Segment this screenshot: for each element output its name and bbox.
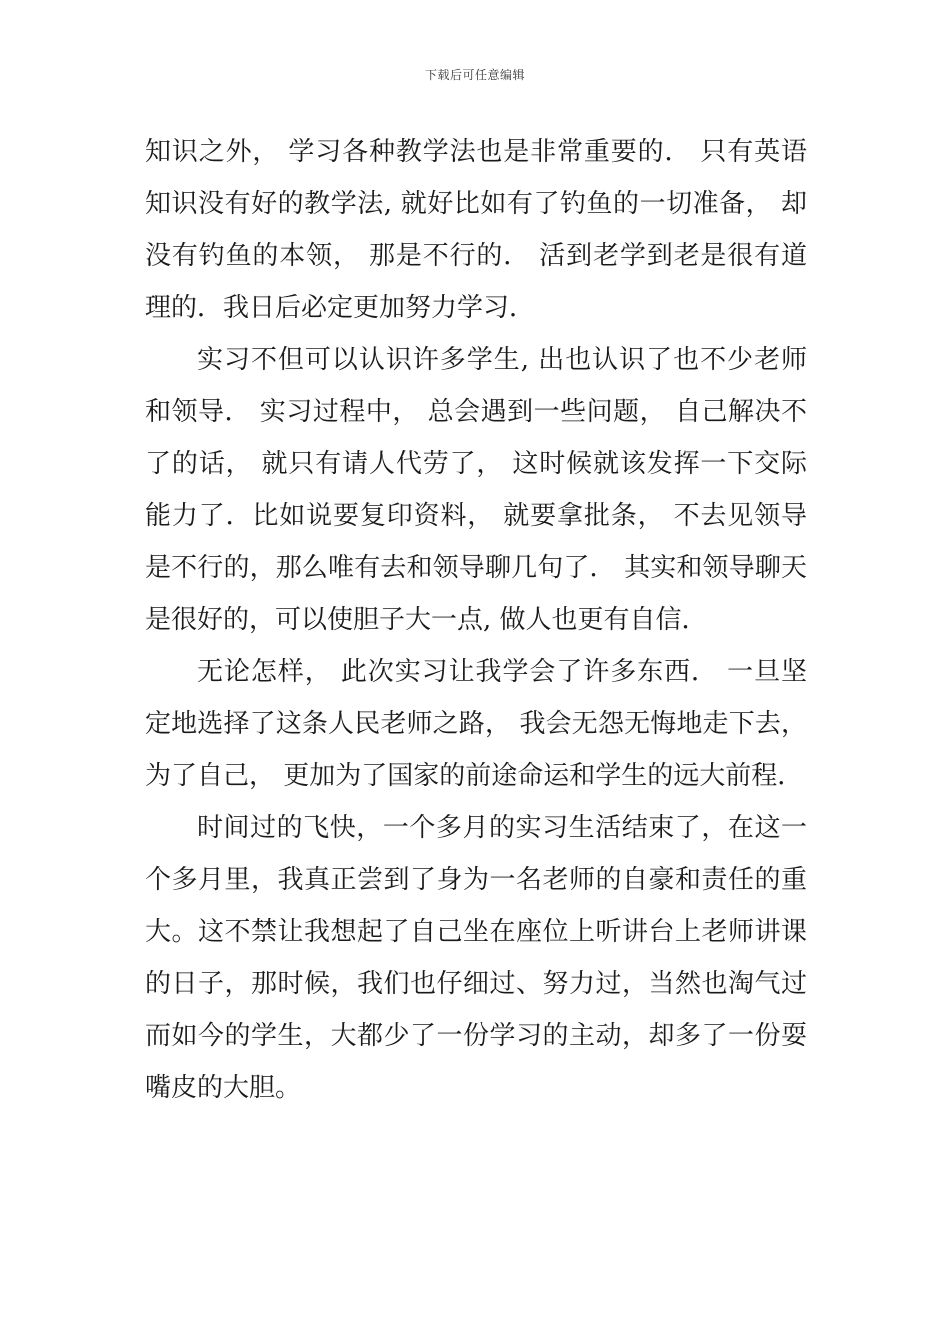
page-header: 下载后可任意编辑 [424, 68, 525, 82]
document-body [145, 126, 807, 1114]
paragraph-2: 实习不但可以认识许多学生, 出也认识了也不少老师和领导． 实习过程中， 总会遇到一些问题， 自己解决不了的话， 就只有请人代劳了， 这时候就该发挥一下交际能力了．比如说要复印资料， 就要拿批条， 不去见领导是不行的，那么唯有去和领导聊几句了． 其实和领导聊天是很好的，可以使胆子大一点, 做人也更有自信． [145, 345, 807, 635]
paragraph-1: 知识之外， 学习各种教学法也是非常重要的． 只有英语知识没有好的教学法, 就好比如有了钓鱼的一切准备， 却没有钓鱼的本领， 那是不行的． 活到老学到老是很有道理的．我日后必定更加努力学习． [145, 137, 807, 323]
paragraph-4: 时间过的飞快，一个多月的实习生活结束了，在这一个多月里，我真正尝到了身为一名老师的自豪和责任的重大。这不禁让我想起了自己坐在座位上听讲台上老师讲课的日子，那时候，我们也仔细过、努力过，当然也淘气过而如今的学生，大都少了一份学习的主动，却多了一份耍嘴皮的大胆。 [145, 813, 807, 1103]
paragraph-3: 无论怎样， 此次实习让我学会了许多东西． 一旦坚定地选择了这条人民老师之路， 我会无怨无悔地走下去， 为了自己， 更加为了国家的前途命运和学生的远大前程． [145, 657, 807, 791]
